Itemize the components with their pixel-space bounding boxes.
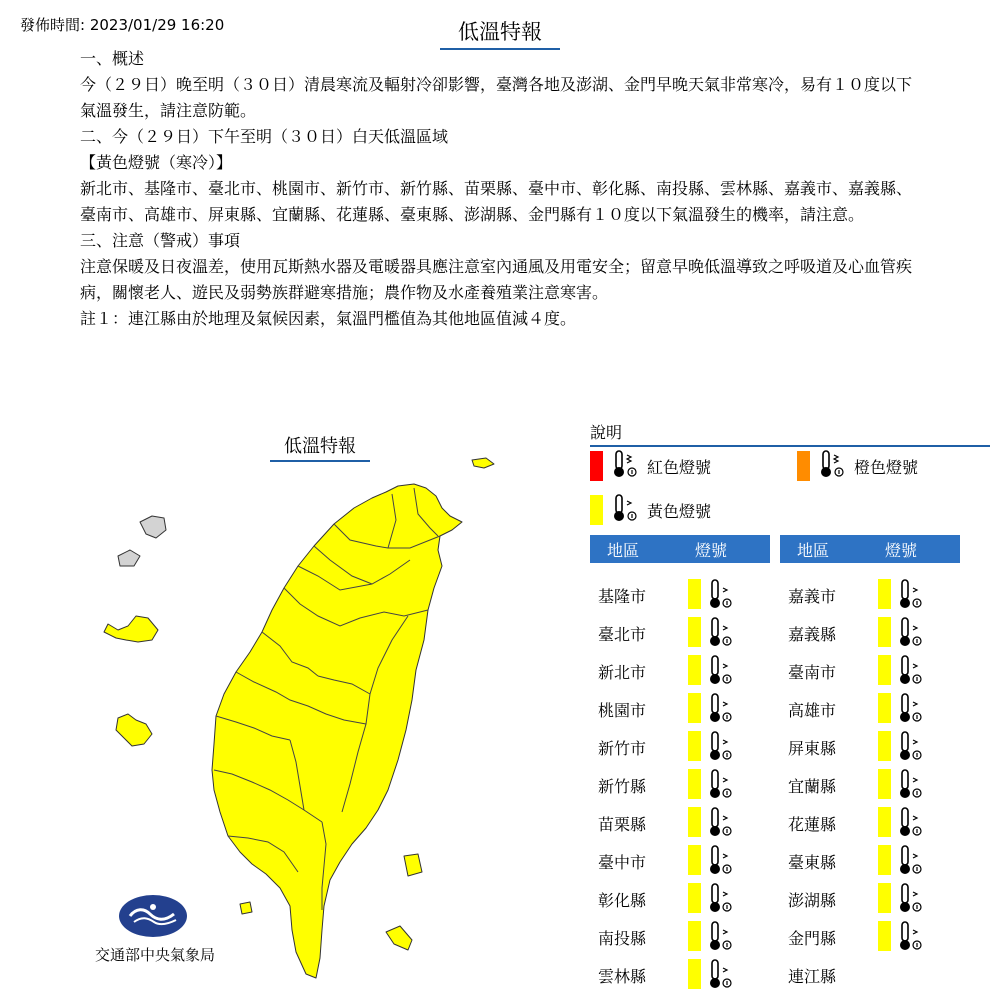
yellow-signal-bar [688, 769, 701, 799]
region-name: 苗栗縣 [598, 815, 647, 834]
thermometer-alert-icon [896, 730, 924, 766]
overview-heading: 一、概述 [80, 49, 145, 68]
overview-text: 今（２９日）晚至明（３０日）清晨寒流及輻射冷卻影響，臺灣各地及澎湖、金門早晚天氣非常寒冷，易有１０度以下氣溫發生，請注意防範。 [80, 75, 913, 120]
yellow-signal-bar [688, 959, 701, 989]
table-row [780, 727, 960, 765]
region-name: 臺北市 [598, 625, 647, 644]
table-row [780, 803, 960, 841]
yellow-heading: 【黃色燈號（寒冷）】 [80, 153, 233, 172]
region-name: 雲林縣 [598, 967, 647, 986]
orchid-island [386, 926, 412, 950]
yellow-signal-bar [878, 883, 891, 913]
thermometer-alert-icon [896, 578, 924, 614]
yellow-signal-bar [878, 655, 891, 685]
bulletin-text [80, 46, 920, 332]
legend-title: 說明 [590, 420, 990, 447]
yellow-signal-bar [688, 883, 701, 913]
thermometer-alert-icon [609, 493, 639, 527]
region-name: 嘉義縣 [788, 625, 837, 644]
table-row [780, 917, 960, 955]
region-name: 彰化縣 [598, 891, 647, 910]
thermometer-alert-icon [896, 616, 924, 652]
table-row [590, 879, 770, 917]
thermometer-alert-icon [896, 806, 924, 842]
table-row [590, 727, 770, 765]
yellow-signal-bar [688, 579, 701, 609]
yellow-signal-bar [688, 617, 701, 647]
table-row [590, 765, 770, 803]
yellow-signal-bar [878, 693, 891, 723]
table-row [590, 803, 770, 841]
matsu-island-south [118, 550, 140, 566]
region-name: 嘉義市 [788, 587, 837, 606]
thermometer-alert-icon [896, 882, 924, 918]
taiwan-warning-map [0, 440, 560, 1000]
table-row [780, 879, 960, 917]
thermometer-alert-icon [609, 449, 639, 483]
table-row [590, 841, 770, 879]
region-name: 高雄市 [788, 701, 837, 720]
yellow-signal-bar [878, 845, 891, 875]
table-row [780, 841, 960, 879]
header-signal: 燈號 [695, 540, 728, 560]
table-row [590, 651, 770, 689]
header-signal: 燈號 [885, 540, 918, 560]
penghu-island-south [116, 714, 152, 746]
region-name: 花蓮縣 [788, 815, 837, 834]
thermometer-alert-icon [896, 844, 924, 880]
region-name: 新北市 [598, 663, 647, 682]
orange-swatch [797, 451, 810, 481]
region-name: 連江縣 [788, 967, 837, 986]
agency-name: 交通部中央氣象局 [94, 946, 215, 964]
yellow-area-text: 新北市、基隆市、臺北市、桃園市、新竹市、新竹縣、苗栗縣、臺中市、彰化縣、南投縣、雲林縣、嘉義市、嘉義縣、臺南市、高雄市、屏東縣、宜蘭縣、花蓮縣、臺東縣、澎湖縣、金門縣有１０度以下氣溫發生的機率，請注意。 [80, 179, 913, 224]
thermometer-alert-icon [896, 692, 924, 728]
thermometer-alert-icon [706, 768, 734, 804]
table-header-left [590, 535, 770, 563]
table-row [780, 651, 960, 689]
legend-red [590, 449, 711, 483]
yellow-signal-bar [688, 845, 701, 875]
yellow-signal-bar [688, 655, 701, 685]
yellow-swatch [590, 495, 603, 525]
thermometer-alert-icon [816, 449, 846, 483]
green-island [404, 854, 422, 876]
legend-yellow [590, 493, 711, 527]
pengjia-islet [472, 458, 494, 468]
legend-orange-label: 橙色燈號 [854, 457, 919, 477]
table-row [590, 917, 770, 955]
table-header-right [780, 535, 960, 563]
region-name: 宜蘭縣 [788, 777, 837, 796]
yellow-signal-bar [878, 769, 891, 799]
region-name: 南投縣 [598, 929, 647, 948]
table-row [780, 613, 960, 651]
thermometer-alert-icon [706, 692, 734, 728]
map-title: 低溫特報 [270, 432, 370, 462]
region-name: 新竹市 [598, 739, 647, 758]
yellow-signal-bar [688, 731, 701, 761]
thermometer-alert-icon [706, 578, 734, 614]
cwb-logo-icon [118, 894, 188, 938]
region-name: 屏東縣 [788, 739, 837, 758]
table-row [590, 613, 770, 651]
caution-heading: 三、注意（警戒）事項 [80, 231, 241, 250]
legend-orange [797, 449, 918, 483]
caution-text: 注意保暖及日夜溫差，使用瓦斯熱水器及電暖器具應注意室內通風及用電安全；留意早晚低溫導致之呼吸道及心血管疾病，關懷老人、遊民及弱勢族群避寒措施；農作物及水產養殖業注意寒害。 [80, 257, 913, 302]
thermometer-alert-icon [896, 768, 924, 804]
thermometer-alert-icon [706, 920, 734, 956]
header-region: 地區 [607, 540, 640, 560]
region-name: 金門縣 [788, 929, 837, 948]
page-title: 低溫特報 [440, 16, 560, 50]
region-name: 新竹縣 [598, 777, 647, 796]
yellow-signal-bar [878, 731, 891, 761]
yellow-signal-bar [878, 617, 891, 647]
yellow-signal-bar [878, 921, 891, 951]
note-text: 註１：連江縣由於地理及氣候因素，氣溫門檻值為其他地區值減４度。 [80, 309, 577, 328]
xiaoliuqiu-islet [240, 902, 252, 914]
legend-red-label: 紅色燈號 [647, 457, 712, 477]
red-swatch [590, 451, 603, 481]
thermometer-alert-icon [706, 616, 734, 652]
thermometer-alert-icon [706, 882, 734, 918]
region-name: 臺東縣 [788, 853, 837, 872]
table-row [780, 575, 960, 613]
thermometer-alert-icon [896, 920, 924, 956]
legend-yellow-label: 黃色燈號 [647, 501, 712, 521]
thermometer-alert-icon [706, 958, 734, 994]
region-name: 澎湖縣 [788, 891, 837, 910]
yellow-signal-bar [878, 579, 891, 609]
thermometer-alert-icon [706, 844, 734, 880]
table-row [590, 689, 770, 727]
thermometer-alert-icon [706, 730, 734, 766]
region-name: 基隆市 [598, 587, 647, 606]
matsu-island [140, 516, 166, 538]
yellow-signal-bar [688, 693, 701, 723]
thermometer-alert-icon [706, 654, 734, 690]
yellow-signal-bar [688, 807, 701, 837]
issue-time: 發佈時間: 2023/01/29 16:20 [20, 16, 225, 34]
table-row [780, 765, 960, 803]
table-row [780, 689, 960, 727]
table-row [590, 575, 770, 613]
region-name: 桃園市 [598, 701, 647, 720]
region-name: 臺中市 [598, 853, 647, 872]
thermometer-alert-icon [896, 654, 924, 690]
table-row [780, 955, 960, 993]
header-region: 地區 [797, 540, 830, 560]
penghu-island [104, 616, 158, 642]
yellow-signal-bar [878, 807, 891, 837]
table-row [590, 955, 770, 993]
yellow-signal-bar [688, 921, 701, 951]
region-name: 臺南市 [788, 663, 837, 682]
thermometer-alert-icon [706, 806, 734, 842]
area-heading: 二、今（２９日）下午至明（３０日）白天低溫區域 [80, 127, 449, 146]
